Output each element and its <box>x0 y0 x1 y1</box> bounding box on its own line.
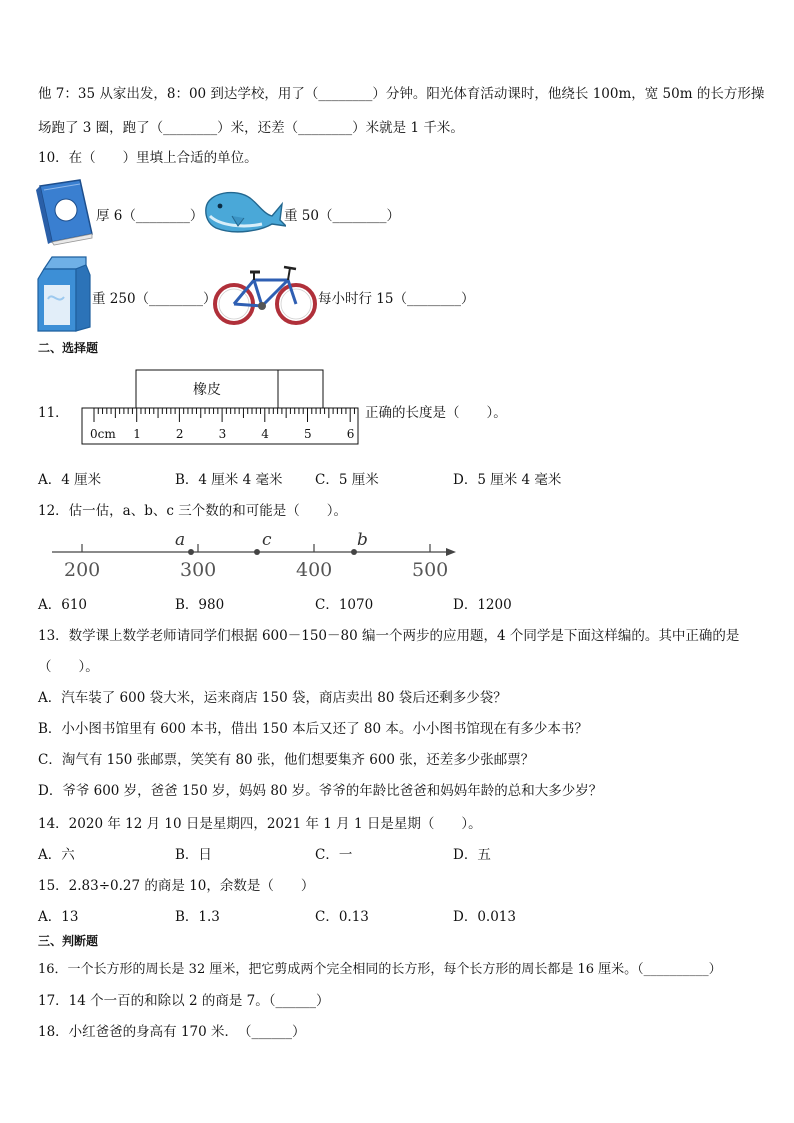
point-b: b <box>357 530 368 550</box>
q18: 18．小红爸爸的身高有 170 米． （______） <box>38 1024 306 1040</box>
ruler-label: 4 <box>261 427 269 441</box>
q11-number: 11． <box>38 405 69 421</box>
q15-option-a[interactable]: A．13 <box>38 909 79 925</box>
point-c: c <box>262 530 272 550</box>
q15-stem: 15．2.83÷0.27 的商是 10，余数是（ ） <box>38 878 315 894</box>
ruler-diagram <box>80 368 362 452</box>
book-icon <box>36 178 96 250</box>
ruler-label: 3 <box>218 427 227 441</box>
bicycle-icon <box>210 262 320 330</box>
ruler-label: 2 <box>175 427 184 441</box>
q10-stem: 10．在（ ）里填上合适的单位。 <box>38 150 258 166</box>
ruler-label: 5 <box>304 427 312 441</box>
q10-item-3: 重 250（________） <box>92 291 217 307</box>
q13-option-a[interactable]: A．汽车装了 600 袋大米，运来商店 150 袋，商店卖出 80 袋后还剩多少袋？ <box>38 690 507 706</box>
q11-option-a[interactable]: A．4 厘米 <box>38 472 102 488</box>
q11-option-b[interactable]: B．4 厘米 4 毫米 <box>175 472 283 488</box>
section-3-title: 三、判断题 <box>38 934 99 948</box>
eraser-label: 橡皮 <box>193 382 221 398</box>
point-a: a <box>175 530 186 550</box>
q12-option-b[interactable]: B．980 <box>175 597 225 613</box>
ruler-label: 1 <box>133 427 141 441</box>
milk-carton-icon <box>36 255 92 337</box>
q11-option-c[interactable]: C．5 厘米 <box>315 472 379 488</box>
q16: 16．一个长方形的周长是 32 厘米，把它剪成两个完全相同的长方形，每个长方形的周长都是 16 厘米。（__________） <box>38 962 722 977</box>
q10-item-4: 每小时行 15（________） <box>318 291 475 307</box>
q9-line-1: 他 7：35 从家出发，8：00 到达学校，用了（________）分钟。阳光体育活动课时，他绕长 100m，宽 50m 的长方形操 <box>38 86 765 102</box>
q10-item-2: 重 50（________） <box>284 208 400 224</box>
q12-option-c[interactable]: C．1070 <box>315 597 374 613</box>
ruler-label: 6 <box>346 427 355 441</box>
q14-option-b[interactable]: B．日 <box>175 847 212 863</box>
q17: 17．14 个一百的和除以 2 的商是 7。（______） <box>38 993 330 1009</box>
q13-stem-2: （ ）。 <box>38 659 99 675</box>
whale-icon <box>202 186 286 240</box>
q12-stem: 12．估一估，a、b、c 三个数的和可能是（ ）。 <box>38 503 347 519</box>
nl-label-300: 300 <box>180 559 217 581</box>
q12-option-a[interactable]: A．610 <box>38 597 88 613</box>
q15-option-c[interactable]: C．0.13 <box>315 909 369 925</box>
section-2-title: 二、选择题 <box>38 341 99 355</box>
q15-option-b[interactable]: B．1.3 <box>175 909 220 925</box>
q14-option-c[interactable]: C．一 <box>315 847 353 863</box>
q13-option-c[interactable]: C．淘气有 150 张邮票，笑笑有 80 张，他们想要集齐 600 张，还差多少张邮票？ <box>38 752 535 768</box>
nl-label-500: 500 <box>412 559 449 581</box>
q14-option-d[interactable]: D．五 <box>453 847 491 863</box>
q13-stem-1: 13．数学课上数学老师请同学们根据 600－150－80 编一个两步的应用题，4 个同学是下面这样编的。其中正确的是 <box>38 628 740 644</box>
nl-label-400: 400 <box>296 559 333 581</box>
q14-stem: 14．2020 年 12 月 10 日是星期四，2021 年 1 月 1 日是星期（ ）。 <box>38 816 482 832</box>
q11-option-d[interactable]: D．5 厘米 4 毫米 <box>453 472 562 488</box>
q10-item-1: 厚 6（________） <box>96 208 204 224</box>
q9-line-2: 场跑了 3 圈，跑了（________）米，还差（________）米就是 1 千米。 <box>38 120 464 136</box>
q15-option-d[interactable]: D．0.013 <box>453 909 516 925</box>
ruler-label: 0cm <box>90 427 116 441</box>
q14-option-a[interactable]: A．六 <box>38 847 75 863</box>
q11-suffix: 正确的长度是（ ）。 <box>365 405 507 421</box>
q13-option-b[interactable]: B．小小图书馆里有 600 本书，借出 150 本后又还了 80 本。小小图书馆现在有多少本书？ <box>38 721 588 737</box>
number-line-diagram <box>50 526 470 586</box>
q13-option-d[interactable]: D．爷爷 600 岁，爸爸 150 岁，妈妈 80 岁。爷爷的年龄比爸爸和妈妈年龄的总和大多少岁？ <box>38 783 603 799</box>
q12-option-d[interactable]: D．1200 <box>453 597 512 613</box>
nl-label-200: 200 <box>64 559 101 581</box>
